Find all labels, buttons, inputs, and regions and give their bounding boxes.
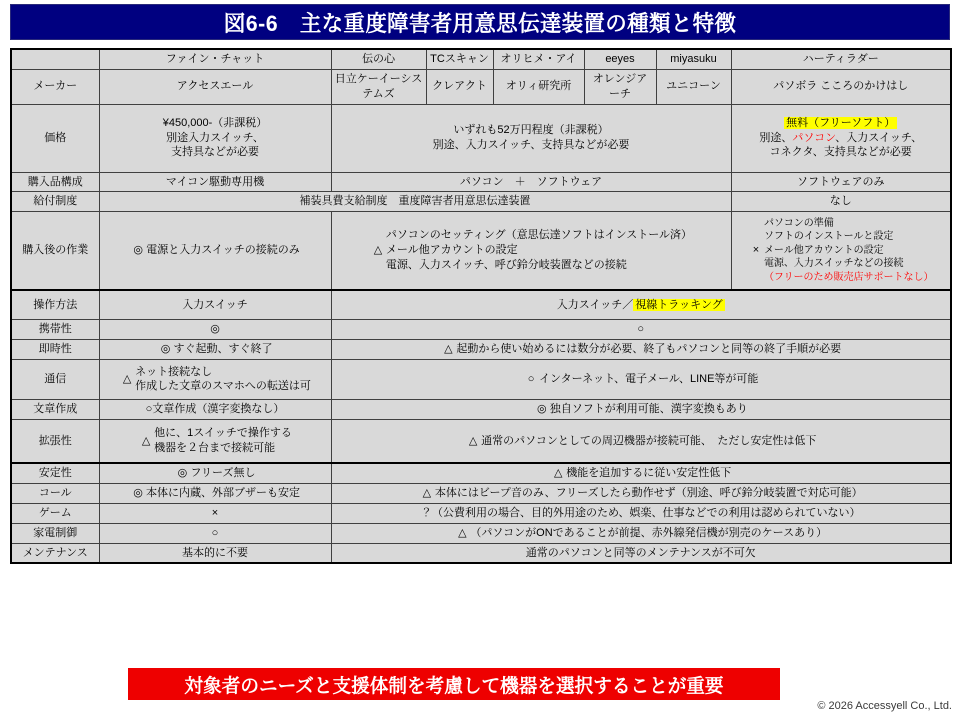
table-row-appliance — [11, 523, 951, 543]
table-row-benefit — [11, 192, 951, 212]
communication-col1-line-2: 作成した文章のスマホへの転送は可 — [135, 380, 311, 393]
price-last-red: パソコン — [792, 131, 836, 144]
price-mid-line-1: いずれも52万円程度（非課税） — [453, 124, 609, 137]
call-mid-text: 本体にはビープ音のみ、フリーズしたら動作せず（別途、呼び鈴分岐装置で対応可能） — [434, 487, 863, 500]
maker-value-4: オレンジアーチ — [584, 69, 656, 104]
row-label-call: コール — [11, 484, 99, 504]
header-product-0: ファイン・チャット — [99, 49, 331, 69]
maker-value-5: ユニコーン — [656, 69, 731, 104]
price-line-2: 別途入力スイッチ、 — [166, 131, 264, 144]
row-label-maker: メーカー — [11, 69, 99, 104]
operation-eye-tracking-highlight: 視線トラッキング — [635, 298, 723, 311]
row-label-immediacy: 即時性 — [11, 340, 99, 360]
appliance-mid — [331, 523, 951, 543]
price-col-1 — [99, 104, 331, 172]
work-mid-line-2: メール他アカウントの設定 — [385, 244, 518, 257]
table-row-work — [11, 212, 951, 290]
operation-mid-prefix: 入力スイッチ／ — [556, 298, 634, 311]
stability-col1-mark: ◎ — [177, 467, 188, 480]
copyright-notice: © 2026 Accessyell Co., Ltd. — [817, 700, 952, 712]
portability-col-1: ◎ — [99, 320, 331, 340]
appliance-mid-mark: △ — [458, 526, 467, 539]
row-label-stability: 安定性 — [11, 463, 99, 483]
header-product-5: miyasuku — [656, 49, 731, 69]
comparison-table-wrapper — [10, 48, 950, 564]
row-label-game: ゲーム — [11, 503, 99, 523]
stability-col-1 — [99, 463, 331, 483]
game-mid: ？（公費利用の場合、目的外用途のため、娯楽、仕事などでの利用は認められていない） — [331, 503, 951, 523]
call-col1-mark: ◎ — [133, 487, 143, 500]
expansion-mid-mark: △ — [468, 434, 478, 447]
writing-mid — [331, 399, 951, 419]
work-mid-span — [331, 212, 731, 290]
row-label-appliance: 家電制御 — [11, 523, 99, 543]
row-label-writing: 文章作成 — [11, 399, 99, 419]
immediacy-mid-mark: △ — [444, 343, 453, 356]
expansion-mid — [331, 419, 951, 463]
immediacy-mid — [331, 340, 951, 360]
stability-mid — [331, 463, 951, 483]
stability-mid-mark: △ — [554, 467, 563, 480]
operation-mid-span — [331, 290, 951, 320]
price-last-cell — [731, 104, 951, 172]
header-product-3: オリヒメ・アイ — [493, 49, 584, 69]
immediacy-col1-mark: ◎ — [160, 343, 171, 356]
row-label-communication: 通信 — [11, 359, 99, 399]
composition-col-1: マイコン駆動専用機 — [99, 172, 331, 192]
work-col1-text: 電源と入力スイッチの接続のみ — [146, 244, 300, 257]
writing-col-1: ○文章作成（漢字変換なし） — [99, 399, 331, 419]
operation-col-1: 入力スイッチ — [99, 290, 331, 320]
maker-value-3: オリィ研究所 — [493, 69, 584, 104]
row-label-portability: 携帯性 — [11, 320, 99, 340]
comparison-table — [10, 48, 952, 564]
table-header-row — [11, 49, 951, 69]
price-mid-span — [331, 104, 731, 172]
composition-mid: パソコン ＋ ソフトウェア — [331, 172, 731, 192]
row-label-maintenance: メンテナンス — [11, 543, 99, 563]
work-col-1 — [99, 212, 331, 290]
immediacy-col1-text: すぐ起動、すぐ終了 — [173, 343, 273, 356]
work-last-mark: × — [752, 244, 760, 257]
table-row-call — [11, 484, 951, 504]
conclusion-text: 対象者のニーズと支援体制を考慮して機器を選択することが重要 — [184, 675, 724, 697]
price-last-b: 、入力スイッチ、 — [835, 131, 923, 144]
work-last-cell — [731, 212, 951, 290]
composition-last: ソフトウェアのみ — [731, 172, 951, 192]
table-row-portability — [11, 320, 951, 340]
price-last-a: 別途、 — [759, 131, 793, 144]
expansion-col1-line-1: 他に、1スイッチで操作する — [154, 427, 292, 440]
work-mid-line-1: パソコンのセッティング（意思伝達ソフトはインストール済） — [385, 229, 693, 242]
writing-mid-text: 独自ソフトが利用可能、漢字変換もあり — [549, 402, 748, 415]
table-row-composition — [11, 172, 951, 192]
header-product-2: TCスキャン — [426, 49, 493, 69]
expansion-mid-text: 通常のパソコンとしての周辺機器が接続可能、 ただし安定性は低下 — [481, 434, 817, 447]
conclusion-banner — [128, 668, 780, 700]
work-last-line-5: （フリーのため販売店サポートなし） — [763, 271, 934, 283]
work-last-line-2: ソフトのインストールと設定 — [763, 231, 894, 243]
title-banner — [10, 4, 950, 40]
work-last-line-4: 電源、入力スイッチなどの接続 — [763, 258, 904, 270]
work-col1-mark: ◎ — [133, 244, 144, 257]
call-mid-mark: △ — [422, 487, 432, 500]
table-row-writing — [11, 399, 951, 419]
maintenance-col-1: 基本的に不要 — [99, 543, 331, 563]
row-label-operation: 操作方法 — [11, 290, 99, 320]
work-last-line-1: パソコンの準備 — [763, 217, 834, 229]
call-col-1 — [99, 484, 331, 504]
maker-value-2: クレアクト — [426, 69, 493, 104]
expansion-col1-line-2: 機器を２台まで接続可能 — [154, 442, 276, 454]
call-col1-text: 本体に内蔵、外部ブザーも安定 — [146, 487, 300, 500]
header-corner-cell — [11, 49, 99, 69]
price-mid-line-2: 別途、入力スイッチ、支持具などが必要 — [432, 139, 630, 152]
price-free-highlight: 無料（フリーソフト） — [786, 116, 896, 129]
header-product-6: ハーティラダー — [731, 49, 951, 69]
benefit-span: 補装具費支給制度 重度障害者用意思伝達装置 — [99, 192, 731, 212]
row-label-composition: 購入品構成 — [11, 172, 99, 192]
appliance-mid-text: （パソコンがONであることが前提、赤外線発信機が別売のケースあり） — [470, 526, 828, 539]
table-row-operation — [11, 290, 951, 320]
maintenance-mid: 通常のパソコンと同等のメンテナンスが不可欠 — [331, 543, 951, 563]
immediacy-col-1 — [99, 340, 331, 360]
appliance-col-1: ○ — [99, 523, 331, 543]
table-row-immediacy — [11, 340, 951, 360]
communication-col1-line-1: ネット接続なし — [135, 365, 213, 378]
table-row-maintenance — [11, 543, 951, 563]
benefit-last: なし — [731, 192, 951, 212]
portability-mid: ○ — [331, 320, 951, 340]
row-label-work: 購入後の作業 — [11, 212, 99, 290]
expansion-col1-mark: △ — [141, 434, 151, 447]
table-row-game — [11, 503, 951, 523]
table-row-stability — [11, 463, 951, 483]
table-row-expansion — [11, 419, 951, 463]
stability-mid-text: 機能を追加するに従い安定性低下 — [566, 467, 732, 480]
price-line-3: 支持具などが必要 — [170, 146, 259, 159]
maker-value-0: アクセスエール — [99, 69, 331, 104]
communication-col1-mark: △ — [122, 372, 132, 385]
communication-mid-text: インターネット、電子メール、LINE等が可能 — [539, 372, 759, 385]
expansion-col-1 — [99, 419, 331, 463]
header-product-4: eeyes — [584, 49, 656, 69]
table-row-communication — [11, 359, 951, 399]
communication-col-1 — [99, 359, 331, 399]
row-label-price: 価格 — [11, 104, 99, 172]
table-row-price — [11, 104, 951, 172]
communication-mid-mark: ○ — [527, 372, 535, 385]
price-line-1: ¥450,000-（非課税） — [162, 116, 268, 129]
price-last-line-3: コネクタ、支持具などが必要 — [769, 146, 912, 159]
immediacy-mid-text: 起動から使い始めるには数分が必要、終了もパソコンと同等の終了手順が必要 — [456, 343, 842, 356]
page-title: 図6-6 主な重度障害者用意思伝達装置の種類と特徴 — [223, 10, 737, 36]
writing-mid-mark: ◎ — [536, 402, 547, 415]
maker-value-1: 日立ケーイーシステムズ — [331, 69, 426, 104]
work-last-line-3: メール他アカウントの設定 — [763, 244, 884, 256]
work-mid-mark: △ — [373, 244, 383, 257]
maker-value-6: パソボラ こころのかけはし — [731, 69, 951, 104]
row-label-benefit: 給付制度 — [11, 192, 99, 212]
call-mid — [331, 484, 951, 504]
communication-mid — [331, 359, 951, 399]
stability-col1-text: フリーズ無し — [190, 467, 256, 480]
header-product-1: 伝の心 — [331, 49, 426, 69]
row-label-expansion: 拡張性 — [11, 419, 99, 463]
table-row-maker — [11, 69, 951, 104]
work-mid-line-3: 電源、入力スイッチ、呼び鈴分岐装置などの接続 — [385, 258, 627, 271]
game-col-1: × — [99, 503, 331, 523]
